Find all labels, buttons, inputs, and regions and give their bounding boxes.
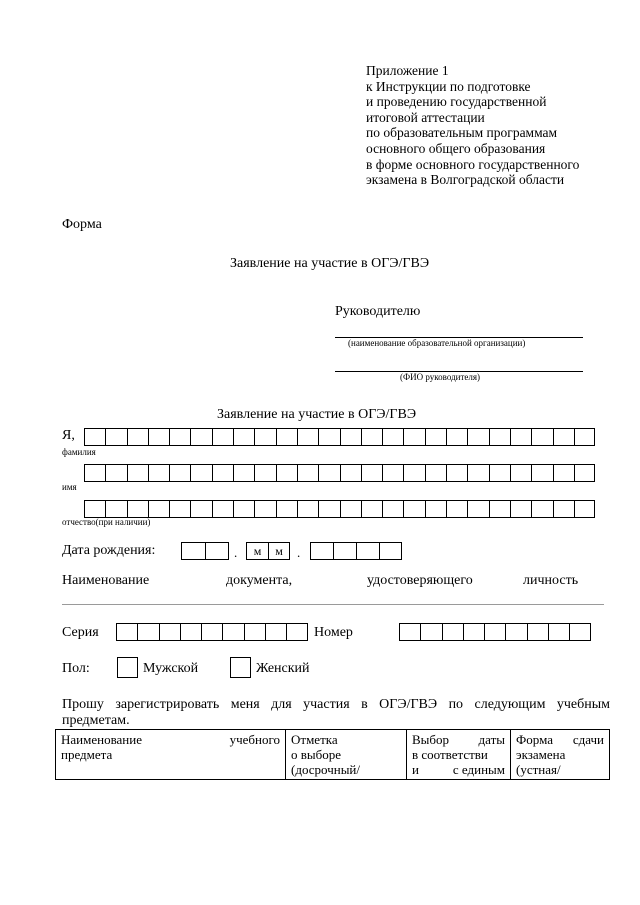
letter-cell[interactable] — [574, 500, 595, 518]
letter-cell[interactable] — [318, 428, 339, 446]
letter-cell[interactable] — [553, 464, 574, 482]
header-word: учебного — [229, 732, 280, 747]
letter-cell[interactable] — [276, 464, 297, 482]
header-word: Выбор — [412, 732, 450, 747]
head-name-hint: (ФИО руководителя) — [400, 372, 481, 382]
appendix-line: по образовательным программам — [366, 125, 558, 141]
letter-cell[interactable] — [489, 464, 510, 482]
birth-date-label: Дата рождения: — [62, 543, 156, 558]
letter-cell[interactable] — [361, 464, 382, 482]
female-checkbox[interactable] — [230, 657, 251, 678]
letter-cell[interactable] — [361, 500, 382, 518]
letter-cell[interactable] — [254, 428, 275, 446]
table-row — [56, 730, 610, 780]
series-cells[interactable] — [116, 623, 308, 641]
letter-cell[interactable] — [212, 428, 233, 446]
letter-cell[interactable] — [425, 500, 446, 518]
letter-cell[interactable] — [531, 428, 552, 446]
letter-cell[interactable] — [548, 623, 569, 641]
letter-cell[interactable] — [254, 464, 275, 482]
letter-cell[interactable] — [159, 623, 180, 641]
letter-cell[interactable] — [84, 464, 105, 482]
letter-cell[interactable] — [510, 464, 531, 482]
gender-label: Пол: — [62, 661, 90, 676]
letter-cell[interactable] — [489, 500, 510, 518]
header-word: (досрочный/ — [291, 762, 360, 777]
letter-cell[interactable] — [310, 542, 333, 560]
letter-cell[interactable] — [212, 500, 233, 518]
name-hint: имя — [62, 482, 77, 492]
letter-cell[interactable] — [169, 464, 190, 482]
doc-word: Наименование — [62, 573, 150, 588]
letter-cell[interactable] — [510, 500, 531, 518]
letter-cell[interactable] — [265, 623, 286, 641]
surname-cells[interactable] — [84, 428, 595, 446]
header-word: предмета — [61, 747, 113, 762]
letter-cell[interactable] — [403, 464, 424, 482]
date-separator: . — [234, 545, 238, 560]
appendix-line: экзамена в Волгоградской области — [366, 172, 565, 188]
appendix-line: и проведению государственной — [366, 94, 547, 110]
letter-cell[interactable] — [318, 464, 339, 482]
letter-cell[interactable] — [527, 623, 548, 641]
letter-cell[interactable] — [222, 623, 243, 641]
subjects-table — [55, 729, 610, 780]
header-word: в соответстви — [412, 747, 488, 762]
table-header-cell — [286, 730, 407, 780]
letter-cell[interactable] — [467, 500, 488, 518]
name-cells[interactable] — [84, 464, 595, 482]
letter-cell[interactable] — [484, 623, 505, 641]
appendix-line: Приложение 1 — [366, 63, 449, 78]
letter-cell[interactable] — [553, 500, 574, 518]
letter-cell[interactable] — [333, 542, 356, 560]
letter-cell[interactable] — [382, 428, 403, 446]
letter-cell[interactable] — [233, 500, 254, 518]
letter-cell[interactable] — [531, 464, 552, 482]
header-word: Форма — [516, 732, 553, 747]
letter-cell[interactable] — [105, 464, 126, 482]
letter-cell[interactable] — [244, 623, 265, 641]
patronymic-cells[interactable] — [84, 500, 595, 518]
header-word: с единым — [452, 762, 505, 777]
letter-cell[interactable] — [361, 428, 382, 446]
letter-cell[interactable] — [276, 500, 297, 518]
letter-cell[interactable] — [505, 623, 526, 641]
letter-cell[interactable] — [205, 542, 229, 560]
doc-word: личность — [523, 573, 579, 588]
letter-cell[interactable] — [340, 428, 361, 446]
letter-cell[interactable] — [254, 500, 275, 518]
letter-cell[interactable] — [425, 464, 446, 482]
header-word: (устная/ — [516, 762, 561, 777]
number-label: Номер — [314, 625, 353, 640]
letter-cell[interactable] — [553, 428, 574, 446]
letter-cell[interactable] — [403, 428, 424, 446]
letter-cell[interactable] — [340, 464, 361, 482]
male-checkbox[interactable] — [117, 657, 138, 678]
letter-cell[interactable] — [297, 428, 318, 446]
appendix-note — [366, 63, 579, 188]
letter-cell[interactable] — [201, 623, 222, 641]
letter-cell[interactable] — [379, 542, 402, 560]
doc-word: документа, — [226, 573, 293, 588]
header-word: экзамена — [516, 747, 566, 762]
letter-cell[interactable] — [148, 464, 169, 482]
header-word: сдачи — [572, 732, 604, 747]
letter-cell[interactable] — [318, 500, 339, 518]
letter-cell[interactable] — [297, 464, 318, 482]
letter-cell[interactable] — [116, 623, 137, 641]
letter-cell[interactable] — [446, 500, 467, 518]
header-word: Наименование — [61, 732, 142, 747]
letter-cell[interactable] — [297, 500, 318, 518]
letter-cell[interactable] — [569, 623, 590, 641]
letter-cell[interactable] — [446, 428, 467, 446]
letter-cell[interactable] — [574, 428, 595, 446]
header-word: даты — [478, 732, 505, 747]
letter-cell[interactable] — [84, 500, 105, 518]
letter-cell[interactable] — [181, 542, 205, 560]
date-separator: . — [297, 545, 301, 560]
appendix-line: в форме основного государственного — [366, 156, 580, 172]
letter-cell[interactable] — [276, 428, 297, 446]
letter-cell[interactable] — [190, 500, 211, 518]
header-word: Отметка — [291, 732, 338, 747]
form-label: Форма — [62, 217, 102, 232]
header-word: и — [412, 762, 419, 777]
i-label: Я, — [62, 428, 75, 443]
letter-cell[interactable] — [510, 428, 531, 446]
letter-cell[interactable] — [403, 500, 424, 518]
letter-cell[interactable] — [531, 500, 552, 518]
letter-cell[interactable] — [286, 623, 307, 641]
letter-cell[interactable] — [190, 428, 211, 446]
letter-cell[interactable] — [127, 500, 148, 518]
letter-cell[interactable] — [180, 623, 201, 641]
letter-cell[interactable] — [382, 464, 403, 482]
series-label: Серия — [62, 625, 99, 640]
surname-hint: фамилия — [62, 447, 96, 457]
month-cell[interactable]: м — [268, 542, 290, 560]
letter-cell[interactable] — [84, 428, 105, 446]
request-line: предметам. — [62, 713, 130, 728]
letter-cell[interactable] — [467, 464, 488, 482]
female-label: Женский — [256, 661, 310, 676]
letter-cell[interactable] — [105, 428, 126, 446]
document-name-line[interactable] — [62, 604, 604, 605]
letter-cell[interactable] — [489, 428, 510, 446]
letter-cell[interactable] — [127, 464, 148, 482]
appendix-line: к Инструкции по подготовке — [366, 78, 531, 94]
birth-month-cells[interactable] — [246, 542, 290, 560]
male-label: Мужской — [143, 661, 199, 676]
table-header-cell — [56, 730, 286, 780]
request-line: Прошу зарегистрировать меня для участия в ОГЭ/ГВЭ по следующим учебным — [62, 697, 610, 712]
letter-cell[interactable] — [442, 623, 463, 641]
appendix-line: основного общего образования — [366, 140, 546, 156]
letter-cell[interactable] — [169, 428, 190, 446]
org-name-hint: (наименование образовательной организации) — [348, 338, 526, 348]
addressee-to: Руководителю — [335, 304, 421, 319]
letter-cell[interactable] — [446, 464, 467, 482]
form-title: Заявление на участие в ОГЭ/ГВЭ — [230, 256, 430, 271]
patronymic-hint: отчество(при наличии) — [62, 517, 151, 527]
letter-cell[interactable] — [399, 623, 420, 641]
letter-cell[interactable] — [148, 428, 169, 446]
doc-word: удостоверяющего — [367, 573, 473, 588]
letter-cell[interactable] — [467, 428, 488, 446]
letter-cell[interactable] — [169, 500, 190, 518]
letter-cell[interactable] — [425, 428, 446, 446]
appendix-line: итоговой аттестации — [366, 109, 485, 125]
letter-cell[interactable] — [574, 464, 595, 482]
letter-cell[interactable] — [212, 464, 233, 482]
letter-cell[interactable] — [463, 623, 484, 641]
letter-cell[interactable] — [340, 500, 361, 518]
table-header-cell — [407, 730, 511, 780]
letter-cell[interactable] — [356, 542, 379, 560]
table-header-cell — [511, 730, 610, 780]
header-word: о выборе — [291, 747, 342, 762]
letter-cell[interactable] — [233, 464, 254, 482]
letter-cell[interactable] — [105, 500, 126, 518]
birth-day-cells[interactable] — [181, 542, 229, 560]
letter-cell[interactable] — [127, 428, 148, 446]
birth-year-cells[interactable] — [310, 542, 402, 560]
letter-cell[interactable] — [148, 500, 169, 518]
letter-cell[interactable] — [137, 623, 158, 641]
letter-cell[interactable] — [420, 623, 441, 641]
letter-cell[interactable] — [190, 464, 211, 482]
month-cell[interactable]: м — [246, 542, 268, 560]
statement-title: Заявление на участие в ОГЭ/ГВЭ — [217, 407, 417, 422]
letter-cell[interactable] — [382, 500, 403, 518]
letter-cell[interactable] — [233, 428, 254, 446]
number-cells[interactable] — [399, 623, 591, 641]
